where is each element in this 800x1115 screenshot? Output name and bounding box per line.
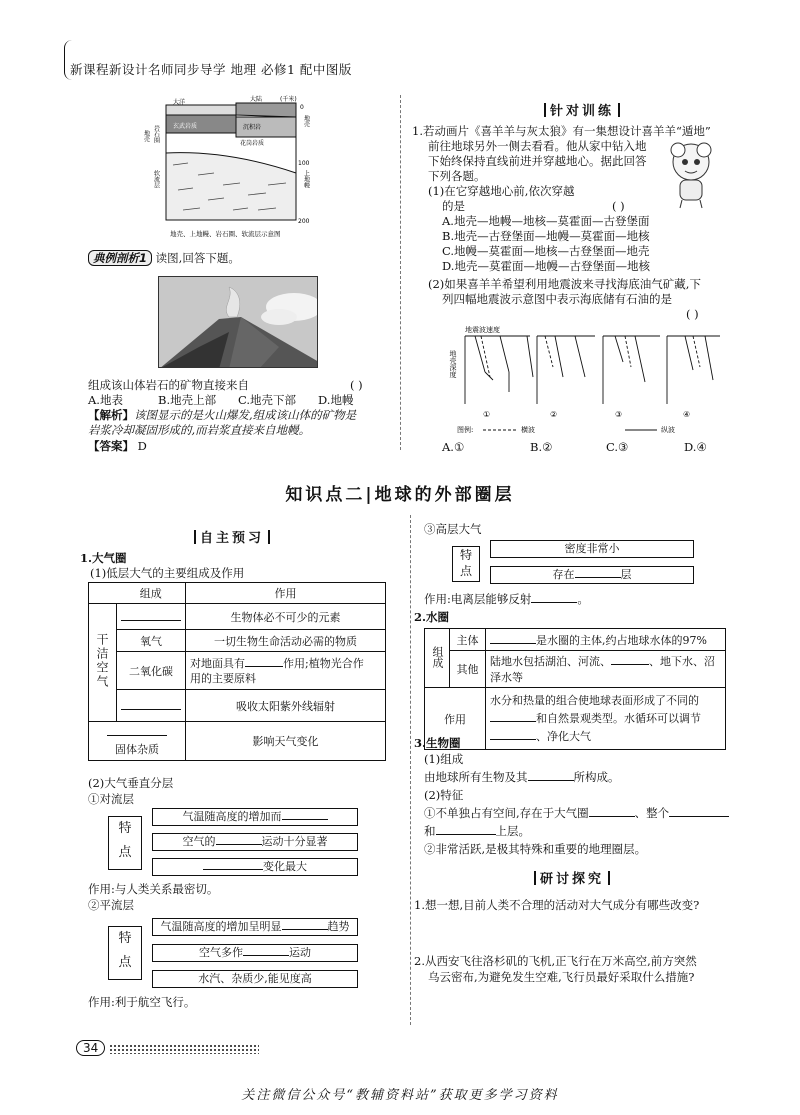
high-box1: 密度非常小 bbox=[490, 540, 694, 558]
blank-s2 bbox=[243, 945, 289, 956]
seismic-diagrams bbox=[445, 322, 725, 437]
q1-line2: 前往地球另外一侧去看看。他从家中钻入地 bbox=[428, 139, 647, 153]
fig-zero: 0 bbox=[300, 104, 304, 111]
volcano-photo bbox=[158, 276, 318, 368]
high-h2a: 存在 bbox=[552, 568, 575, 581]
table-r5b: 影响天气变化 bbox=[186, 722, 386, 761]
table-r1a bbox=[117, 604, 186, 630]
blank-r1a bbox=[121, 610, 181, 621]
sub1-opt-b: B.地壳—古登堡面—地幔—莫霍面—地核 bbox=[442, 229, 650, 243]
page-header: 新课程新设计名师同步导学 地理 必修1 配中图版 bbox=[70, 62, 352, 77]
blank-bio1 bbox=[528, 770, 574, 781]
wave-n4: ④ bbox=[683, 410, 691, 419]
strat-s2b: 运动 bbox=[289, 946, 311, 959]
analysis-text1: 该图显示的是火山爆发,组成该山体的矿物是 bbox=[134, 408, 357, 422]
water-main-text: 是水圈的主体,约占地球水体的97% bbox=[536, 633, 707, 647]
trop-box2 bbox=[152, 833, 358, 851]
atmo-sub1: (1)低层大气的主要组成及作用 bbox=[90, 566, 245, 580]
bio-l2a: ①不单独占有空间,存在于大气圈 bbox=[424, 806, 589, 820]
strat-box2 bbox=[152, 944, 358, 962]
sub2-line2: 列四幅地震波示意图中表示海底储有石油的是 bbox=[442, 292, 672, 306]
answer-label: 【答案】 bbox=[88, 439, 134, 453]
wave-depth: 地壳深度 bbox=[449, 350, 457, 378]
water-other: 其他 bbox=[450, 651, 486, 688]
r3b-text3: 用的主要原料 bbox=[190, 671, 256, 685]
sub2-line1: (2)如果喜羊羊希望利用地震波来寻找海底油气矿藏,下 bbox=[428, 277, 701, 291]
water-other-b: 、地下水、沼泽水等 bbox=[490, 655, 715, 684]
r3b-text2: 作用;植物光合作 bbox=[283, 656, 364, 670]
water-other-a: 陆地水包括湖泊、河流、 bbox=[490, 655, 611, 668]
trop-heading: ①对流层 bbox=[88, 792, 134, 806]
page-number: 34 bbox=[76, 1040, 105, 1056]
answer-value: D bbox=[137, 439, 147, 453]
analysis-text2: 岩浆冷却凝固形成的,而岩浆直接来自地幔。 bbox=[88, 423, 311, 437]
blank-h2 bbox=[575, 567, 621, 578]
blank-s1 bbox=[282, 919, 328, 930]
high-te: 特 bbox=[459, 548, 472, 562]
table-r4a bbox=[117, 690, 186, 722]
opt-c: C.地壳下部 bbox=[238, 393, 297, 407]
blank-role2 bbox=[490, 729, 536, 740]
q1-line3: 下始终保持直线前进并穿越地心。据此回答 bbox=[428, 154, 647, 168]
atmo-sub2: (2)大气垂直分层 bbox=[88, 776, 174, 790]
analysis-line1 bbox=[88, 408, 356, 423]
column-divider-top bbox=[400, 95, 401, 450]
sub1-opt-c: C.地幔—莫霍面—地核—古登堡面—地壳 bbox=[442, 244, 650, 258]
trop-role: 作用:与人类关系最密切。 bbox=[88, 882, 219, 896]
earth-layers-diagram bbox=[118, 95, 318, 240]
table-r2b: 一切生物生命活动必需的物质 bbox=[186, 630, 386, 652]
water-main-v bbox=[486, 629, 726, 651]
strat-box1 bbox=[152, 918, 358, 936]
wave-opt-c: C.③ bbox=[606, 440, 629, 454]
bio-line1 bbox=[424, 770, 620, 785]
bio-l1b: 所构成。 bbox=[573, 770, 620, 784]
explore-q2-line1: 2.从西安飞往洛杉矶的飞机,正飞行在万米高空,前方突然 bbox=[414, 954, 697, 968]
strat-box3: 水汽、杂质少,能见度高 bbox=[152, 970, 358, 988]
blank-high-role bbox=[531, 592, 577, 603]
answer-line bbox=[88, 439, 147, 454]
high-box2 bbox=[490, 566, 694, 584]
trop-t3: 变化最大 bbox=[263, 860, 307, 873]
trop-t1: 气温随高度的增加而 bbox=[182, 810, 282, 823]
table-group: 干洁空气 bbox=[95, 633, 109, 689]
table-r2a: 氧气 bbox=[117, 630, 186, 652]
trop-box3 bbox=[152, 858, 358, 876]
fig-astheno: 软流层 bbox=[152, 170, 160, 188]
table-r1b: 生物体必不可少的元素 bbox=[186, 604, 386, 630]
trop-t2b: 运动十分显著 bbox=[261, 835, 328, 848]
table-r6a: 固体杂质 bbox=[115, 743, 159, 756]
sub1-line1: (1)在它穿越地心前,依次穿越 bbox=[428, 184, 575, 198]
trop-feature-box bbox=[108, 816, 142, 870]
section-title: 知识点二|地球的外部圈层 bbox=[285, 485, 515, 505]
example-question bbox=[88, 378, 249, 393]
water-role-v bbox=[486, 688, 726, 750]
trop-t2a: 空气的 bbox=[182, 835, 216, 848]
earth-layers-figure bbox=[118, 95, 318, 240]
question-paren: ( ) bbox=[350, 378, 363, 392]
water-main: 主体 bbox=[450, 629, 486, 651]
bio-line4: ②非常活跃,是极其特殊和重要的地理圈层。 bbox=[424, 842, 647, 856]
question-text: 组成该山体岩石的矿物直接来自 bbox=[88, 378, 249, 392]
opt-d: D.地幔 bbox=[318, 393, 354, 407]
table-col2: 作用 bbox=[186, 583, 386, 604]
bio-sub1: (1)组成 bbox=[424, 752, 464, 766]
blank-main bbox=[490, 633, 536, 644]
strat-dian: 点 bbox=[118, 955, 132, 970]
table-col1: 组成 bbox=[117, 583, 186, 604]
trop-dian: 点 bbox=[118, 845, 132, 860]
fig-granite: 花岗岩质 bbox=[240, 140, 265, 147]
strat-s1a: 气温随高度的增加呈明显 bbox=[160, 920, 282, 933]
high-role-b: 。 bbox=[577, 592, 589, 606]
strat-heading: ②平流层 bbox=[88, 898, 134, 912]
water-role-3: 、净化大气 bbox=[536, 729, 591, 743]
trop-box1 bbox=[152, 808, 358, 826]
water-other-v bbox=[486, 651, 726, 688]
fig-sed: 沉积岩 bbox=[243, 124, 262, 131]
preview-title: 自主预习 bbox=[190, 527, 274, 546]
high-feature-box bbox=[452, 546, 480, 582]
water-role: 作用 bbox=[425, 688, 486, 750]
sub1-opt-d: D.地壳—莫霍面—地幔—古登堡面—地核 bbox=[442, 259, 650, 273]
blank-t1 bbox=[282, 809, 328, 820]
table-r4b: 吸收太阳紫外线辐射 bbox=[186, 690, 386, 722]
explore-q2-line2: 乌云密布,为避免发生空难,飞行员最好采取什么措施? bbox=[428, 970, 695, 984]
wave-n2: ② bbox=[550, 410, 558, 419]
opt-a: A.地表 bbox=[88, 393, 123, 407]
sheep-illustration bbox=[660, 140, 722, 210]
example-prompt: 读图,回答下题。 bbox=[155, 251, 240, 265]
fig-basalt: 玄武岩质 bbox=[173, 123, 198, 130]
strat-role: 作用:利于航空飞行。 bbox=[88, 995, 196, 1009]
bio-l2b: 、整个 bbox=[634, 806, 670, 820]
table-r3b bbox=[186, 652, 386, 690]
seismic-wave-figure bbox=[445, 322, 725, 437]
water-comp: 组成 bbox=[431, 645, 444, 668]
legend-v: 纵波 bbox=[661, 426, 675, 434]
blank-bio2 bbox=[589, 806, 635, 817]
bio-l3a: 和 bbox=[424, 824, 436, 838]
sub1-opt-a: A.地壳—地幔—地核—莫霍面—古登堡面 bbox=[442, 214, 650, 228]
fig-hundred: 100 bbox=[298, 160, 310, 167]
water-heading: 2.水圈 bbox=[414, 610, 450, 624]
fig-continent: 大陆 bbox=[250, 96, 263, 103]
sub2-paren: ( ) bbox=[686, 307, 699, 321]
bio-line2 bbox=[424, 806, 729, 821]
bio-sub2: (2)特征 bbox=[424, 788, 464, 802]
sub1-line2: 的是 bbox=[442, 199, 465, 213]
blank-bio3 bbox=[669, 806, 729, 817]
sub1-paren: ( ) bbox=[612, 199, 625, 213]
r3b-text1: 对地面具有 bbox=[190, 656, 245, 670]
example-tag: 典例剖析1 bbox=[88, 250, 152, 266]
blank-r5a bbox=[107, 725, 167, 736]
atmosphere-table bbox=[88, 582, 386, 761]
sheep-cartoon bbox=[660, 140, 722, 210]
blank-t2 bbox=[216, 834, 262, 845]
analysis-label: 【解析】 bbox=[88, 408, 134, 422]
bio-heading: 3.生物圈 bbox=[414, 736, 461, 750]
blank-r4a bbox=[121, 699, 181, 710]
strat-s2a: 空气多作 bbox=[199, 946, 243, 959]
table-group-cell bbox=[89, 604, 117, 722]
fig-caption: 地壳、上地幔、岩石圈、软流层示意图 bbox=[170, 230, 281, 238]
blank-bio4 bbox=[436, 824, 496, 835]
water-role-2: 和自然景观类型。水循环可以调节 bbox=[536, 711, 701, 725]
blank-t3 bbox=[203, 859, 263, 870]
blank-other bbox=[611, 654, 649, 665]
fig-upper-mantle: 上地幔 bbox=[302, 170, 310, 188]
fig-crust-left: 地壳 bbox=[142, 130, 150, 142]
explore-title: 研讨探究 bbox=[530, 868, 614, 887]
bio-l1a: 由地球所有生物及其 bbox=[424, 770, 528, 784]
dot-strip bbox=[109, 1044, 259, 1054]
fig-litho: 岩石圈 bbox=[152, 125, 160, 143]
strat-s1b: 趋势 bbox=[327, 920, 350, 933]
example-row bbox=[88, 250, 240, 266]
q1-line4: 下列各题。 bbox=[428, 169, 486, 183]
blank-role1 bbox=[490, 711, 536, 722]
wave-n3: ③ bbox=[615, 410, 623, 419]
q1-line1: 1.若动画片《喜羊羊与灰太狼》有一集想设计喜羊羊“遁地” bbox=[412, 124, 711, 138]
trop-te: 特 bbox=[118, 821, 132, 836]
high-heading: ③高层大气 bbox=[424, 522, 482, 536]
high-role bbox=[424, 592, 589, 607]
water-table bbox=[424, 628, 726, 750]
fig-ocean: 大洋 bbox=[173, 99, 186, 106]
blank-r3b bbox=[245, 656, 283, 667]
strat-feature-box bbox=[108, 926, 142, 980]
page-footer: 关注微信公众号“教辅资料站”获取更多学习资料 bbox=[241, 1088, 559, 1103]
high-dian: 点 bbox=[459, 564, 472, 578]
opt-b: B.地壳上部 bbox=[158, 393, 217, 407]
water-comp-cell bbox=[425, 629, 450, 688]
column-divider-bottom bbox=[410, 515, 411, 1025]
table-r3a: 二氧化碳 bbox=[117, 652, 186, 690]
legend-label: 图例: bbox=[457, 426, 474, 434]
atmo-heading: 1.大气圈 bbox=[80, 551, 127, 565]
page-number-strip bbox=[76, 1040, 276, 1056]
volcano-illustration bbox=[159, 277, 318, 368]
fig-twohundred: 200 bbox=[298, 218, 310, 225]
water-role-1: 水分和热量的组合使地球表面形成了不同的 bbox=[490, 693, 699, 707]
wave-title: 地震波速度 bbox=[465, 326, 500, 334]
wave-opt-a: A.① bbox=[442, 440, 465, 454]
table-r5a bbox=[89, 722, 186, 761]
wave-opt-b: B.② bbox=[530, 440, 553, 454]
practice-title: 针对训练 bbox=[540, 100, 624, 119]
bio-line3 bbox=[424, 824, 530, 839]
high-h2b: 层 bbox=[620, 568, 632, 581]
wave-opt-d: D.④ bbox=[684, 440, 707, 454]
legend-h: 横波 bbox=[521, 426, 535, 434]
strat-te: 特 bbox=[118, 931, 132, 946]
bio-l3b: 上层。 bbox=[495, 824, 530, 838]
fig-unit: (千米) bbox=[280, 96, 297, 103]
high-role-a: 作用:电离层能够反射 bbox=[424, 592, 532, 606]
wave-n1: ① bbox=[483, 410, 491, 419]
fig-crust-right: 地壳 bbox=[302, 115, 310, 127]
explore-q1: 1.想一想,目前人类不合理的活动对大气成分有哪些改变? bbox=[414, 898, 700, 912]
